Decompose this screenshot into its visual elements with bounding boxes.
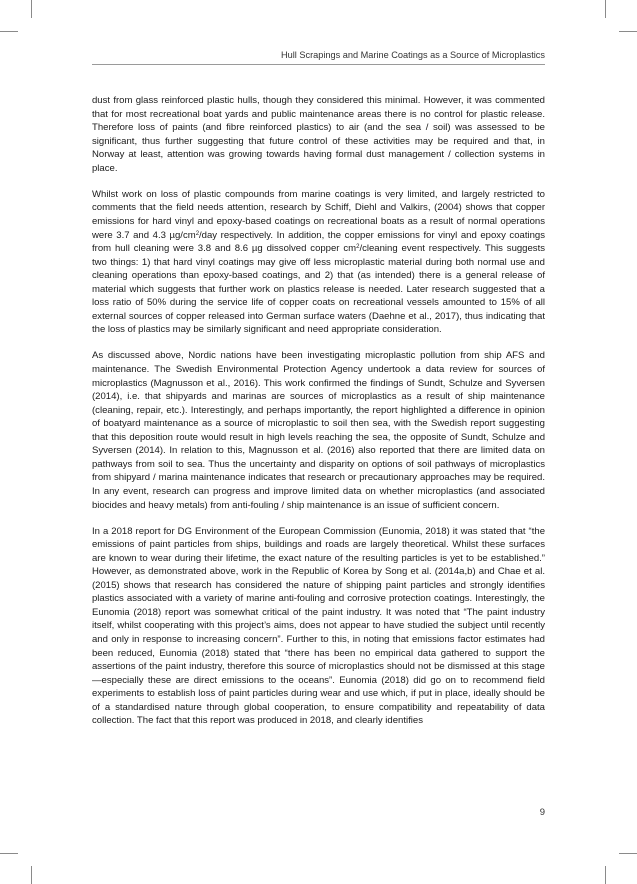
header-rule xyxy=(92,64,545,65)
paragraph: dust from glass reinforced plastic hulls, though they considered this minimal. However, it was commented that for most recreational boat yards and public maintenance areas there is no control for plastic release. Therefore loss of paints (and fibre reinforced plastics) to air (and the sea / soil) was assessed to be significant, thus further suggesting that future control of these activities may be required and that, in Norway at least, attention was growing towards having formal dust management / collection systems in place. xyxy=(92,95,545,174)
page-number: 9 xyxy=(539,807,545,818)
crop-mark xyxy=(31,0,32,18)
crop-mark xyxy=(605,0,606,18)
crop-mark xyxy=(0,31,18,32)
paragraph: As discussed above, Nordic nations have been investigating microplastic pollution from ship AFS and maintenance. The Swedish Environmental Protection Agency undertook a data review for sources of microplastics (Magnusson et al., 2016). This work confirmed the findings of Sundt, Schulze and Syversen (2014), i.e. that shipyards and marinas are sources of microplastics as a result of ship maintenance (cleaning, repair, etc.). Interestingly, and perhaps importantly, the report highlighted a difference in opinion of boatyard maintenance as a source of microplastic to soil then sea, with the Swedish report suggesting that this deposition route would result in high levels reaching the sea, the opposite of Sundt, Schulze and Syversen (2014). In relation to this, Magnusson et al. (2016) also reported that there are limited data on pathways from soil to sea. Thus the uncertainty and disparity on options of soil pathways of microplastics from shipyard / marina maintenance indicates that research or precautionary approaches may be required. In any event, research can progress and improve limited data on whether microplastics (and associated biocides and heavy metals) from anti-fouling / ship maintenance is an issue of sufficient concern. xyxy=(92,350,545,511)
crop-mark xyxy=(605,866,606,884)
paragraph-segment: /cleaning event respectively. This suggests two things: 1) that hard vinyl coatings may give off less microplastic material during both normal use and cleaning operations than epoxy-based coatings, and 2) that (as intended) there is a general release of material which suggests that further work on plastics release is needed. Later research suggested that a loss ratio of 50% during the service life of copper coats on recreational vessels amounted to 15% of all external sources of copper released into German surface waters (Daehne et al., 2017), thus indicating that the loss of plastics may be similarly significant and need appropriate consideration. xyxy=(92,243,546,336)
crop-mark xyxy=(0,853,18,854)
superscript: 2 xyxy=(356,244,360,251)
body-text xyxy=(92,94,545,740)
paragraph-segment: Whilst work on loss of plastic compounds from marine coatings is very limited, and largely restricted to comments that the field needs attention, research by Schiff, Diehl and Valkirs, (2004) shows that copper emissions for hard vinyl and epoxy-based coatings on recreational boats as a result of normal operations were 3.7 and 4.3 µg/cm xyxy=(92,188,545,241)
running-header: Hull Scrapings and Marine Coatings as a Source of Microplastics xyxy=(280,50,545,60)
crop-mark xyxy=(619,853,637,854)
paragraph xyxy=(92,188,545,337)
paragraph-segment: /day respectively. In addition, the copper emissions for vinyl and epoxy coatings from hull cleaning were 3.8 and 8.6 µg dissolved copper cm xyxy=(92,229,545,255)
superscript: 2 xyxy=(195,230,200,237)
crop-mark xyxy=(31,866,32,884)
crop-mark xyxy=(619,31,637,32)
paragraph: In a 2018 report for DG Environment of the European Commission (Eunomia, 2018) it was stated that “the emissions of paint particles from ships, buildings and roads are largely theoretical. Whilst these surfaces are known to wear during their lifetime, the exact nature of the resulting particles is yet to be established.” However, as demonstrated above, work in the Republic of Korea by Song et al. (2014a,b) and Chae et al. (2015) shows that research has considered the nature of shipping paint particles and strongly identifies plastics associated with a variety of marine anti-fouling and corrosive protection coatings. Interestingly, the Eunomia (2018) report was somewhat critical of the paint industry. It was noted that “The paint industry itself, whilst cooperating with this project’s aims, does not appear to have studied the subject until recently and only in response to increasing concern”. Further to this, in noting that emissions factor estimates had been reduced, Eunomia (2018) stated that “there has been no empirical data gathered to support the assertions of the paint industry, therefore this source of microplastics should not be dismissed at this stage—especially these are direct emissions to the oceans”. Eunomia (2018) did go on to recommend field experiments to establish loss of paint particles during wear and use which, if put in place, ideally should be of a standardised nature through global cooperation, to ensure compatibility and repeatability of data collection. The fact that this report was produced in 2018, and clearly identifies xyxy=(92,525,545,727)
